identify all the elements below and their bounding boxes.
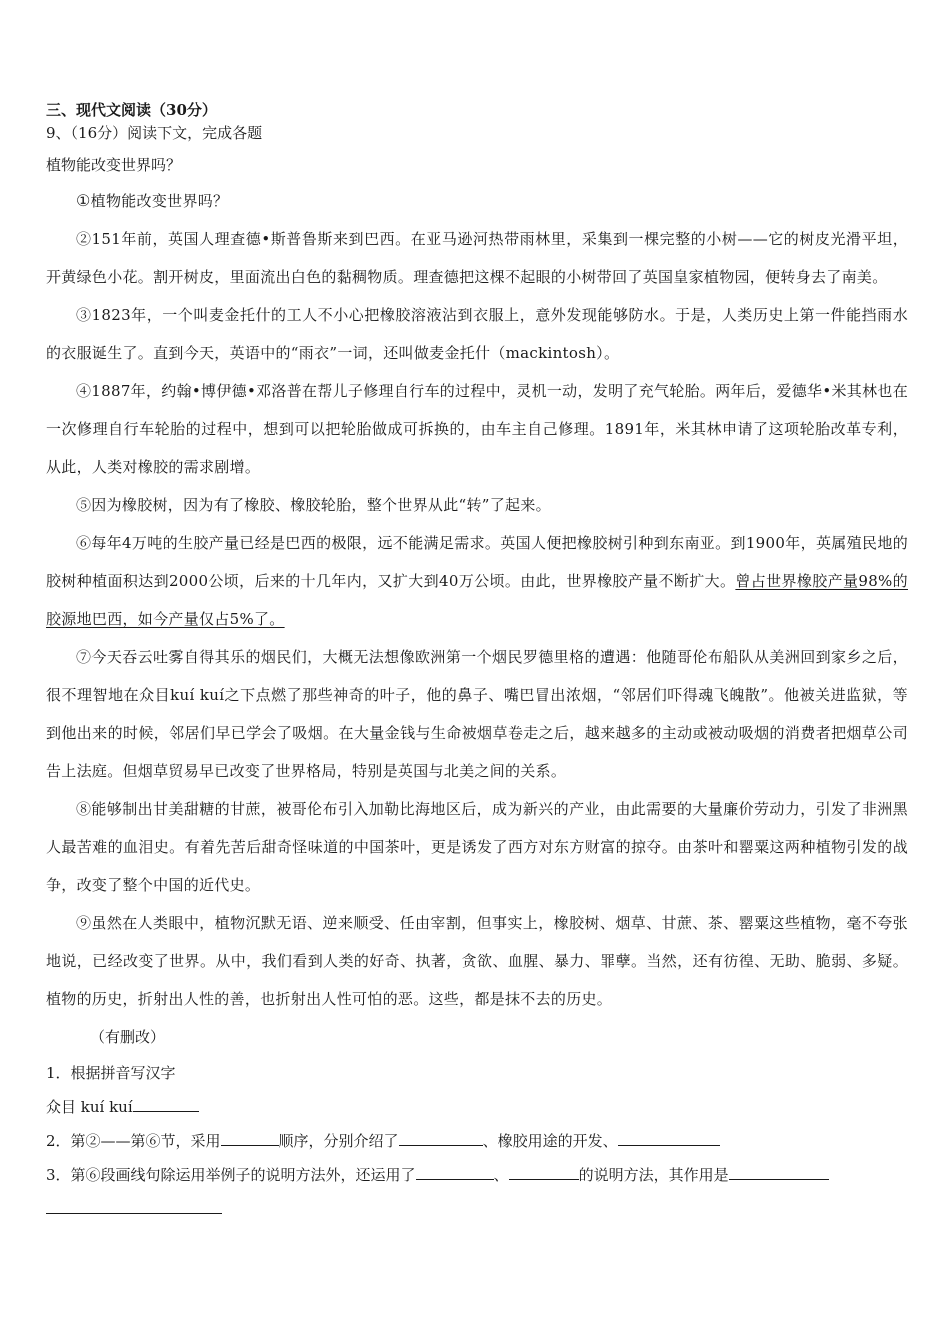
answer-blank[interactable] bbox=[133, 1095, 199, 1112]
paragraph-6 bbox=[46, 524, 908, 638]
answer-blank[interactable] bbox=[509, 1163, 579, 1180]
paragraph-5: ⑤因为橡胶树，因为有了橡胶、橡胶轮胎，整个世界从此“转”了起来。 bbox=[76, 496, 551, 514]
paragraph-1 bbox=[46, 182, 908, 220]
article-title: 植物能改变世界吗？ bbox=[46, 156, 182, 174]
paragraph-8: ⑧能够制出甘美甜糖的甘蔗，被哥伦布引入加勒比海地区后，成为新兴的产业，由此需要的大量廉价劳动力，引发了非洲黑人最苦难的血泪史。有着先苦后甜奇怪味道的中国茶叶，更是诱发了西方对东方财富的掠夺。由茶叶和罂粟这两种植物引发的战争，改变了整个中国的近代史。 bbox=[46, 800, 908, 894]
question-intro: 9、（16分）阅读下文，完成各题 bbox=[46, 124, 263, 142]
question-3 bbox=[46, 1158, 908, 1192]
paragraph-2: ②151年前，英国人理查德•斯普鲁斯来到巴西。在亚马逊河热带雨林里，采集到一棵完整的小树——它的树皮光滑平坦，开黄绿色小花。割开树皮，里面流出白色的黏稠物质。理查德把这棵不起眼的小树带回了英国皇家植物园，便转身去了南美。 bbox=[46, 230, 908, 286]
section-title: 三、现代文阅读（30分） bbox=[46, 101, 217, 119]
answer-blank[interactable] bbox=[618, 1129, 720, 1146]
question-1 bbox=[46, 1090, 908, 1124]
answer-blank[interactable] bbox=[46, 1197, 222, 1214]
paragraph-6-text: ⑥每年4万吨的生胶产量已经是巴西的极限，远不能满足需求。英国人便把橡胶树引种到东南亚。到1900年，英属殖民地的胶树种植面积达到2000公顷，后来的十几年内，又扩大到40万公顷。由此，世界橡胶产量不断扩大。 bbox=[46, 534, 908, 590]
underlined-sentence: 曾占世界橡胶产量98%的胶源地巴西，如今产量仅占5%了。 bbox=[46, 572, 908, 628]
question-2 bbox=[46, 1124, 908, 1158]
question-2-part-b: 顺序，分别介绍了 bbox=[278, 1132, 399, 1150]
answer-blank[interactable] bbox=[416, 1163, 494, 1180]
question-1-text: 众目 kuí kuí bbox=[46, 1098, 133, 1116]
question-2-part-a: 2．第②——第⑥节，采用 bbox=[46, 1132, 221, 1150]
paragraph-7: ⑦今天吞云吐雾自得其乐的烟民们，大概无法想像欧洲第一个烟民罗德里格的遭遇：他随哥伦布船队从美洲回到家乡之后，很不理智地在众目kuí kuí之下点燃了那些神奇的叶子，他的鼻子、嘴巴冒出浓烟，“邻居们吓得魂飞魄散”。他被关进监狱，等到他出来的时候，邻居们早已学会了吸烟。在大量金钱与生命被烟草卷走之后，越来越多的主动或被动吸烟的消费者把烟草公司告上法庭。但烟草贸易早已改变了世界格局，特别是英国与北美之间的关系。 bbox=[46, 648, 908, 780]
edit-note: （有删改） bbox=[90, 1028, 166, 1046]
paragraph-3: ③1823年，一个叫麦金托什的工人不小心把橡胶溶液沾到衣服上，意外发现能够防水。于是，人类历史上第一件能挡雨水的衣服诞生了。直到今天，英语中的“雨衣”一词，还叫做麦金托什（mackintosh）。 bbox=[46, 306, 908, 362]
question-1-label: 1．根据拼音写汉字 bbox=[46, 1064, 176, 1082]
exam-page bbox=[46, 100, 908, 1226]
answer-blank[interactable] bbox=[221, 1129, 279, 1146]
article-body bbox=[46, 182, 908, 1018]
answer-blank[interactable] bbox=[729, 1163, 829, 1180]
questions bbox=[46, 1056, 908, 1226]
question-3-continued bbox=[46, 1192, 908, 1226]
question-3-part-a: 3．第⑥段画线句除运用举例子的说明方法外，还运用了 bbox=[46, 1166, 416, 1184]
question-2-part-c: 、橡胶用途的开发、 bbox=[482, 1132, 618, 1150]
paragraph-1-text: 植物能改变世界吗？ bbox=[90, 192, 229, 210]
answer-blank[interactable] bbox=[399, 1129, 483, 1146]
paragraph-9: ⑨虽然在人类眼中，植物沉默无语、逆来顺受、任由宰割，但事实上，橡胶树、烟草、甘蔗、茶、罂粟这些植物，毫不夸张地说，已经改变了世界。从中，我们看到人类的好奇、执著，贪欲、血腥、暴力、罪孽。当然，还有彷徨、无助、脆弱、多疑。植物的历史，折射出人性的善，也折射出人性可怕的恶。这些，都是抹不去的历史。 bbox=[46, 914, 908, 1008]
question-3-part-b: 、 bbox=[493, 1166, 509, 1184]
paragraph-4: ④1887年，约翰•博伊德•邓洛普在帮儿子修理自行车的过程中，灵机一动，发明了充气轮胎。两年后，爱德华•米其林也在一次修理自行车轮胎的过程中，想到可以把轮胎做成可拆换的，由车主自己修理。1891年，米其林申请了这项轮胎改革专利，从此，人类对橡胶的需求剧增。 bbox=[46, 382, 908, 476]
paragraph-marker: ① bbox=[76, 191, 91, 210]
question-3-part-c: 的说明方法，其作用是 bbox=[578, 1166, 729, 1184]
